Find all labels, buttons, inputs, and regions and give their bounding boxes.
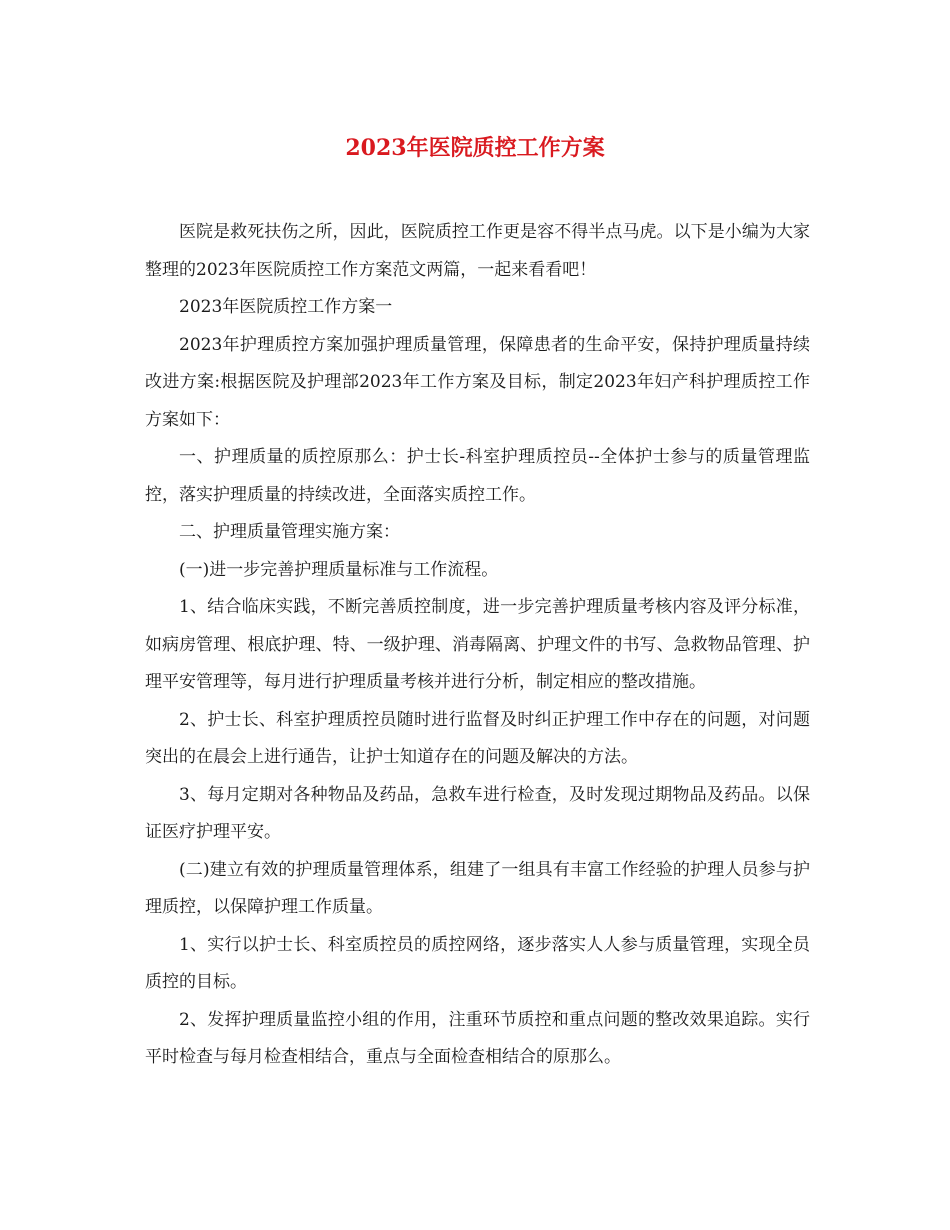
paragraph-item-2-2: 2、发挥护理质量监控小组的作用，注重环节质控和重点问题的整改效果追踪。实行平时检查与每月检查相结合，重点与全面检查相结合的原那么。 xyxy=(145,1009,810,1067)
paragraph-subsection-one: (一)进一步完善护理质量标准与工作流程。 xyxy=(179,559,499,580)
document-body xyxy=(145,214,810,1077)
paragraph-item-2: 2、护士长、科室护理质控员随时进行监督及时纠正护理工作中存在的问题，对问题突出的在晨会上进行通告，让护士知道存在的问题及解决的方法。 xyxy=(145,709,810,767)
paragraph-item-3: 3、每月定期对各种物品及药品，急救车进行检查，及时发现过期物品及药品。以保证医疗护理平安。 xyxy=(145,784,810,842)
paragraph-item-2-1: 1、实行以护士长、科室质控员的质控网络，逐步落实人人参与质量管理，实现全员质控的目标。 xyxy=(145,934,810,992)
paragraph-overview: 2023年护理质控方案加强护理质量管理，保障患者的生命平安，保持护理质量持续改进方案:根据医院及护理部2023年工作方案及目标，制定2023年妇产科护理质控工作方案如下： xyxy=(145,334,810,430)
paragraph-item-1: 1、结合临床实践，不断完善质控制度，进一步完善护理质量考核内容及评分标准，如病房管理、根底护理、特、一级护理、消毒隔离、护理文件的书写、急救物品管理、护理平安管理等，每月进行护理质量考核并进行分析，制定相应的整改措施。 xyxy=(145,597,810,692)
paragraph-principle: 一、护理质量的质控原那么：护士长-科室护理质控员--全体护士参与的质量管理监控，落实护理质量的持续改进，全面落实质控工作。 xyxy=(145,447,810,505)
section-heading-plan-one: 2023年医院质控工作方案一 xyxy=(179,297,393,317)
paragraph-subsection-two: (二)建立有效的护理质量管理体系，组建了一组具有丰富工作经验的护理人员参与护理质控，以保障护理工作质量。 xyxy=(145,859,810,917)
paragraph-implementation-heading: 二、护理质量管理实施方案： xyxy=(179,522,400,542)
document-title: 2023年医院质控工作方案 xyxy=(345,135,605,161)
intro-paragraph: 医院是救死扶伤之所，因此，医院质控工作更是容不得半点马虎。以下是小编为大家整理的2023年医院质控工作方案范文两篇，一起来看看吧！ xyxy=(145,222,810,280)
